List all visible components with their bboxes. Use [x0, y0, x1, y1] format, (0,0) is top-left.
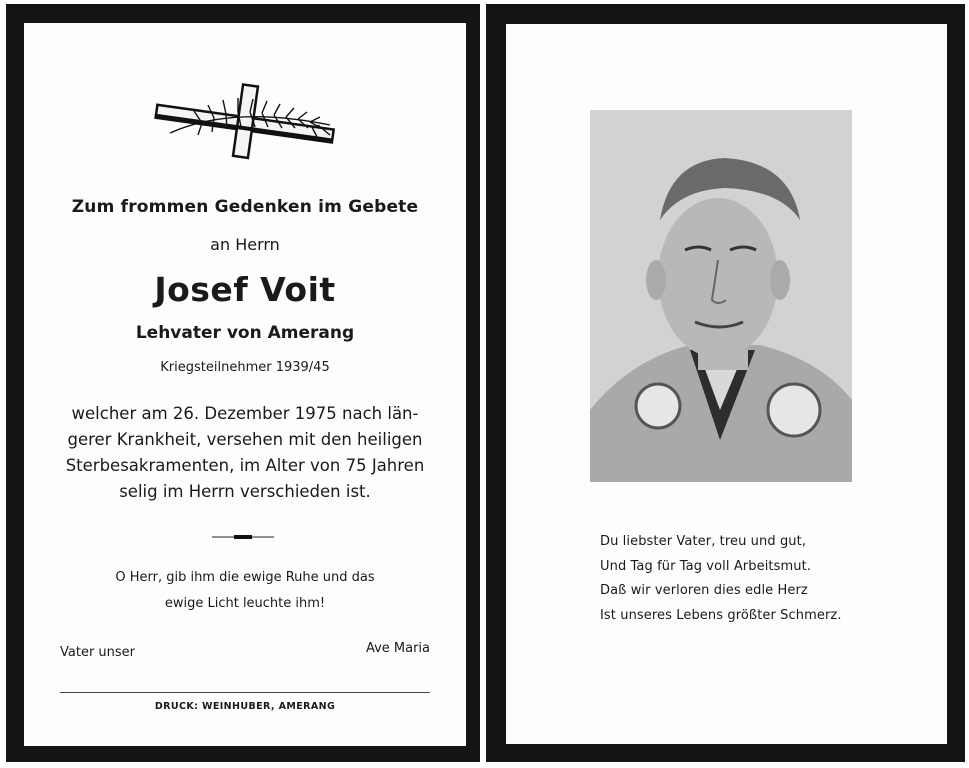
portrait-photo — [590, 110, 852, 482]
left-card-paper — [24, 23, 466, 746]
deceased-role: Lehvater von Amerang — [135, 323, 355, 343]
death-notice-text — [24, 401, 466, 505]
footer-rule — [60, 692, 430, 693]
poem-line: Und Tag für Tag voll Arbeitsmut. — [600, 558, 812, 574]
memorial-poem — [600, 530, 842, 628]
dedication-line: Zum frommen Gedenken im Gebete — [71, 197, 419, 217]
right-card — [486, 4, 965, 762]
portrait-illustration — [590, 110, 852, 482]
poem-line: Ist unseres Lebens größter Schmerz. — [600, 607, 842, 623]
ornament-divider — [212, 535, 274, 539]
poem-line: Du liebster Vater, treu und gut, — [600, 534, 807, 549]
poem-line: Daß wir verloren dies edle Herz — [600, 583, 808, 598]
right-card-paper — [506, 24, 947, 744]
death-notice-line: welcher am 26. Dezember 1975 nach län- — [71, 404, 419, 423]
printer-credit: DRUCK: WEINHUBER, AMERANG — [154, 701, 336, 712]
cross-with-palm-icon — [142, 81, 347, 161]
prayer-text — [24, 565, 466, 617]
death-notice-line: selig im Herrn verschieden ist. — [119, 482, 371, 501]
deceased-name: Josef Voit — [154, 270, 336, 309]
death-notice-line: gerer Krankheit, versehen mit den heiligen — [67, 430, 423, 449]
vater-unser-label: Vater unser — [60, 645, 136, 660]
prayer-line: O Herr, gib ihm die ewige Ruhe und das — [115, 570, 375, 585]
prayer-line: ewige Licht leuchte ihm! — [164, 596, 326, 611]
ave-maria-label: Ave Maria — [365, 641, 430, 656]
left-card — [6, 4, 480, 762]
death-notice-line: Sterbesakramenten, im Alter von 75 Jahren — [65, 456, 425, 475]
salutation-line: an Herrn — [210, 235, 280, 254]
veteran-note: Kriegsteilnehmer 1939/45 — [160, 360, 330, 375]
